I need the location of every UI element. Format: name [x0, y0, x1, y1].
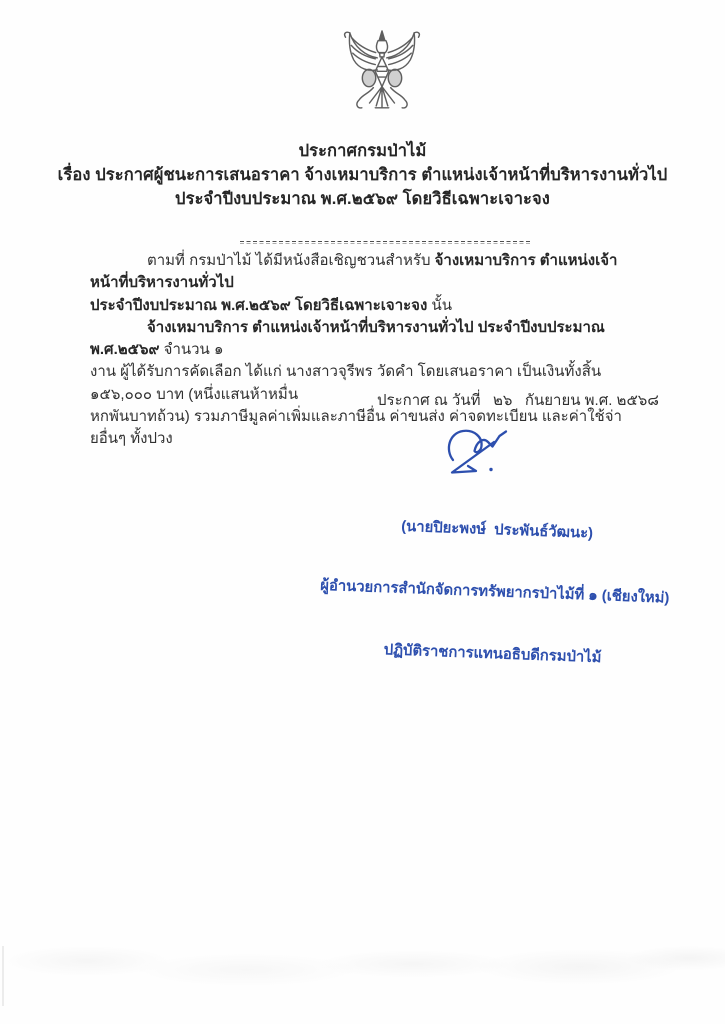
signer-authority: ปฏิบัติราชการแทนอธิบดีกรมป่าไม้	[383, 641, 602, 666]
title-line-1: ประกาศกรมป่าไม้	[298, 142, 427, 160]
signer-position: ผู้อำนวยการสำนักจัดการทรัพยากรป่าไม้ที่ ๑ (เชียงใหม่)	[320, 577, 670, 607]
divider-line	[240, 241, 532, 244]
text-line: งาน ผู้ได้รับการคัดเลือก ได้แก่ นางสาวจุรีพร วัดคำ โดยเสนอราคา เป็นเงินทั้งสิ้น ๑๕๖,๐๐๐ บาท (หนึ่งแสนห้าหมื่น	[90, 363, 606, 403]
garuda-emblem-icon	[334, 26, 430, 132]
signer-name: (นายปิยะพงษ์ ประพันธ์วัฒนะ)	[400, 518, 594, 542]
signer-block	[310, 473, 680, 713]
title-line-3: ประจำปีงบประมาณ พ.ศ.๒๕๖๙ โดยวิธีเฉพาะเจาะจง	[175, 190, 550, 208]
signature-ink-icon	[441, 427, 521, 479]
text-line: หกพันบาทถ้วน) รวมภาษีมูลค่าเพิ่มและภาษีอื่น ค่าขนส่ง ค่าจดทะเบียน และค่าใช้จ่ายอื่นๆ ทั้งปวง	[90, 408, 622, 448]
text-line: ประจำปีงบประมาณ พ.ศ.๒๕๖๙ โดยวิธีเฉพาะเจาะจง นั้น	[90, 296, 452, 314]
title-line-2: เรื่อง ประกาศผู้ชนะการเสนอราคา จ้างเหมาบริการ ตำแหน่งเจ้าหน้าที่บริหารงานทั่วไป	[57, 166, 668, 184]
announcement-date: ประกาศ ณ วันที่ ๒๖ กันยายน พ.ศ. ๒๕๖๘	[377, 392, 659, 409]
text-line: ตามที่ กรมป่าไม้ ได้มีหนังสือเชิญชวนสำหรับ จ้างเหมาบริการ ตำแหน่งเจ้าหน้าที่บริหารงานทั่วไป	[90, 252, 618, 292]
body-paragraph-1	[90, 250, 648, 317]
body-paragraph-2	[90, 317, 648, 451]
document-title	[0, 139, 725, 211]
document-body	[90, 250, 648, 451]
scan-artifact	[0, 938, 725, 996]
scan-edge-mark	[2, 946, 4, 1006]
text-line: จ้างเหมาบริการ ตำแหน่งเจ้าหน้าที่บริหารงานทั่วไป ประจำปีงบประมาณ พ.ศ.๒๕๖๙ จำนวน ๑	[90, 318, 609, 359]
